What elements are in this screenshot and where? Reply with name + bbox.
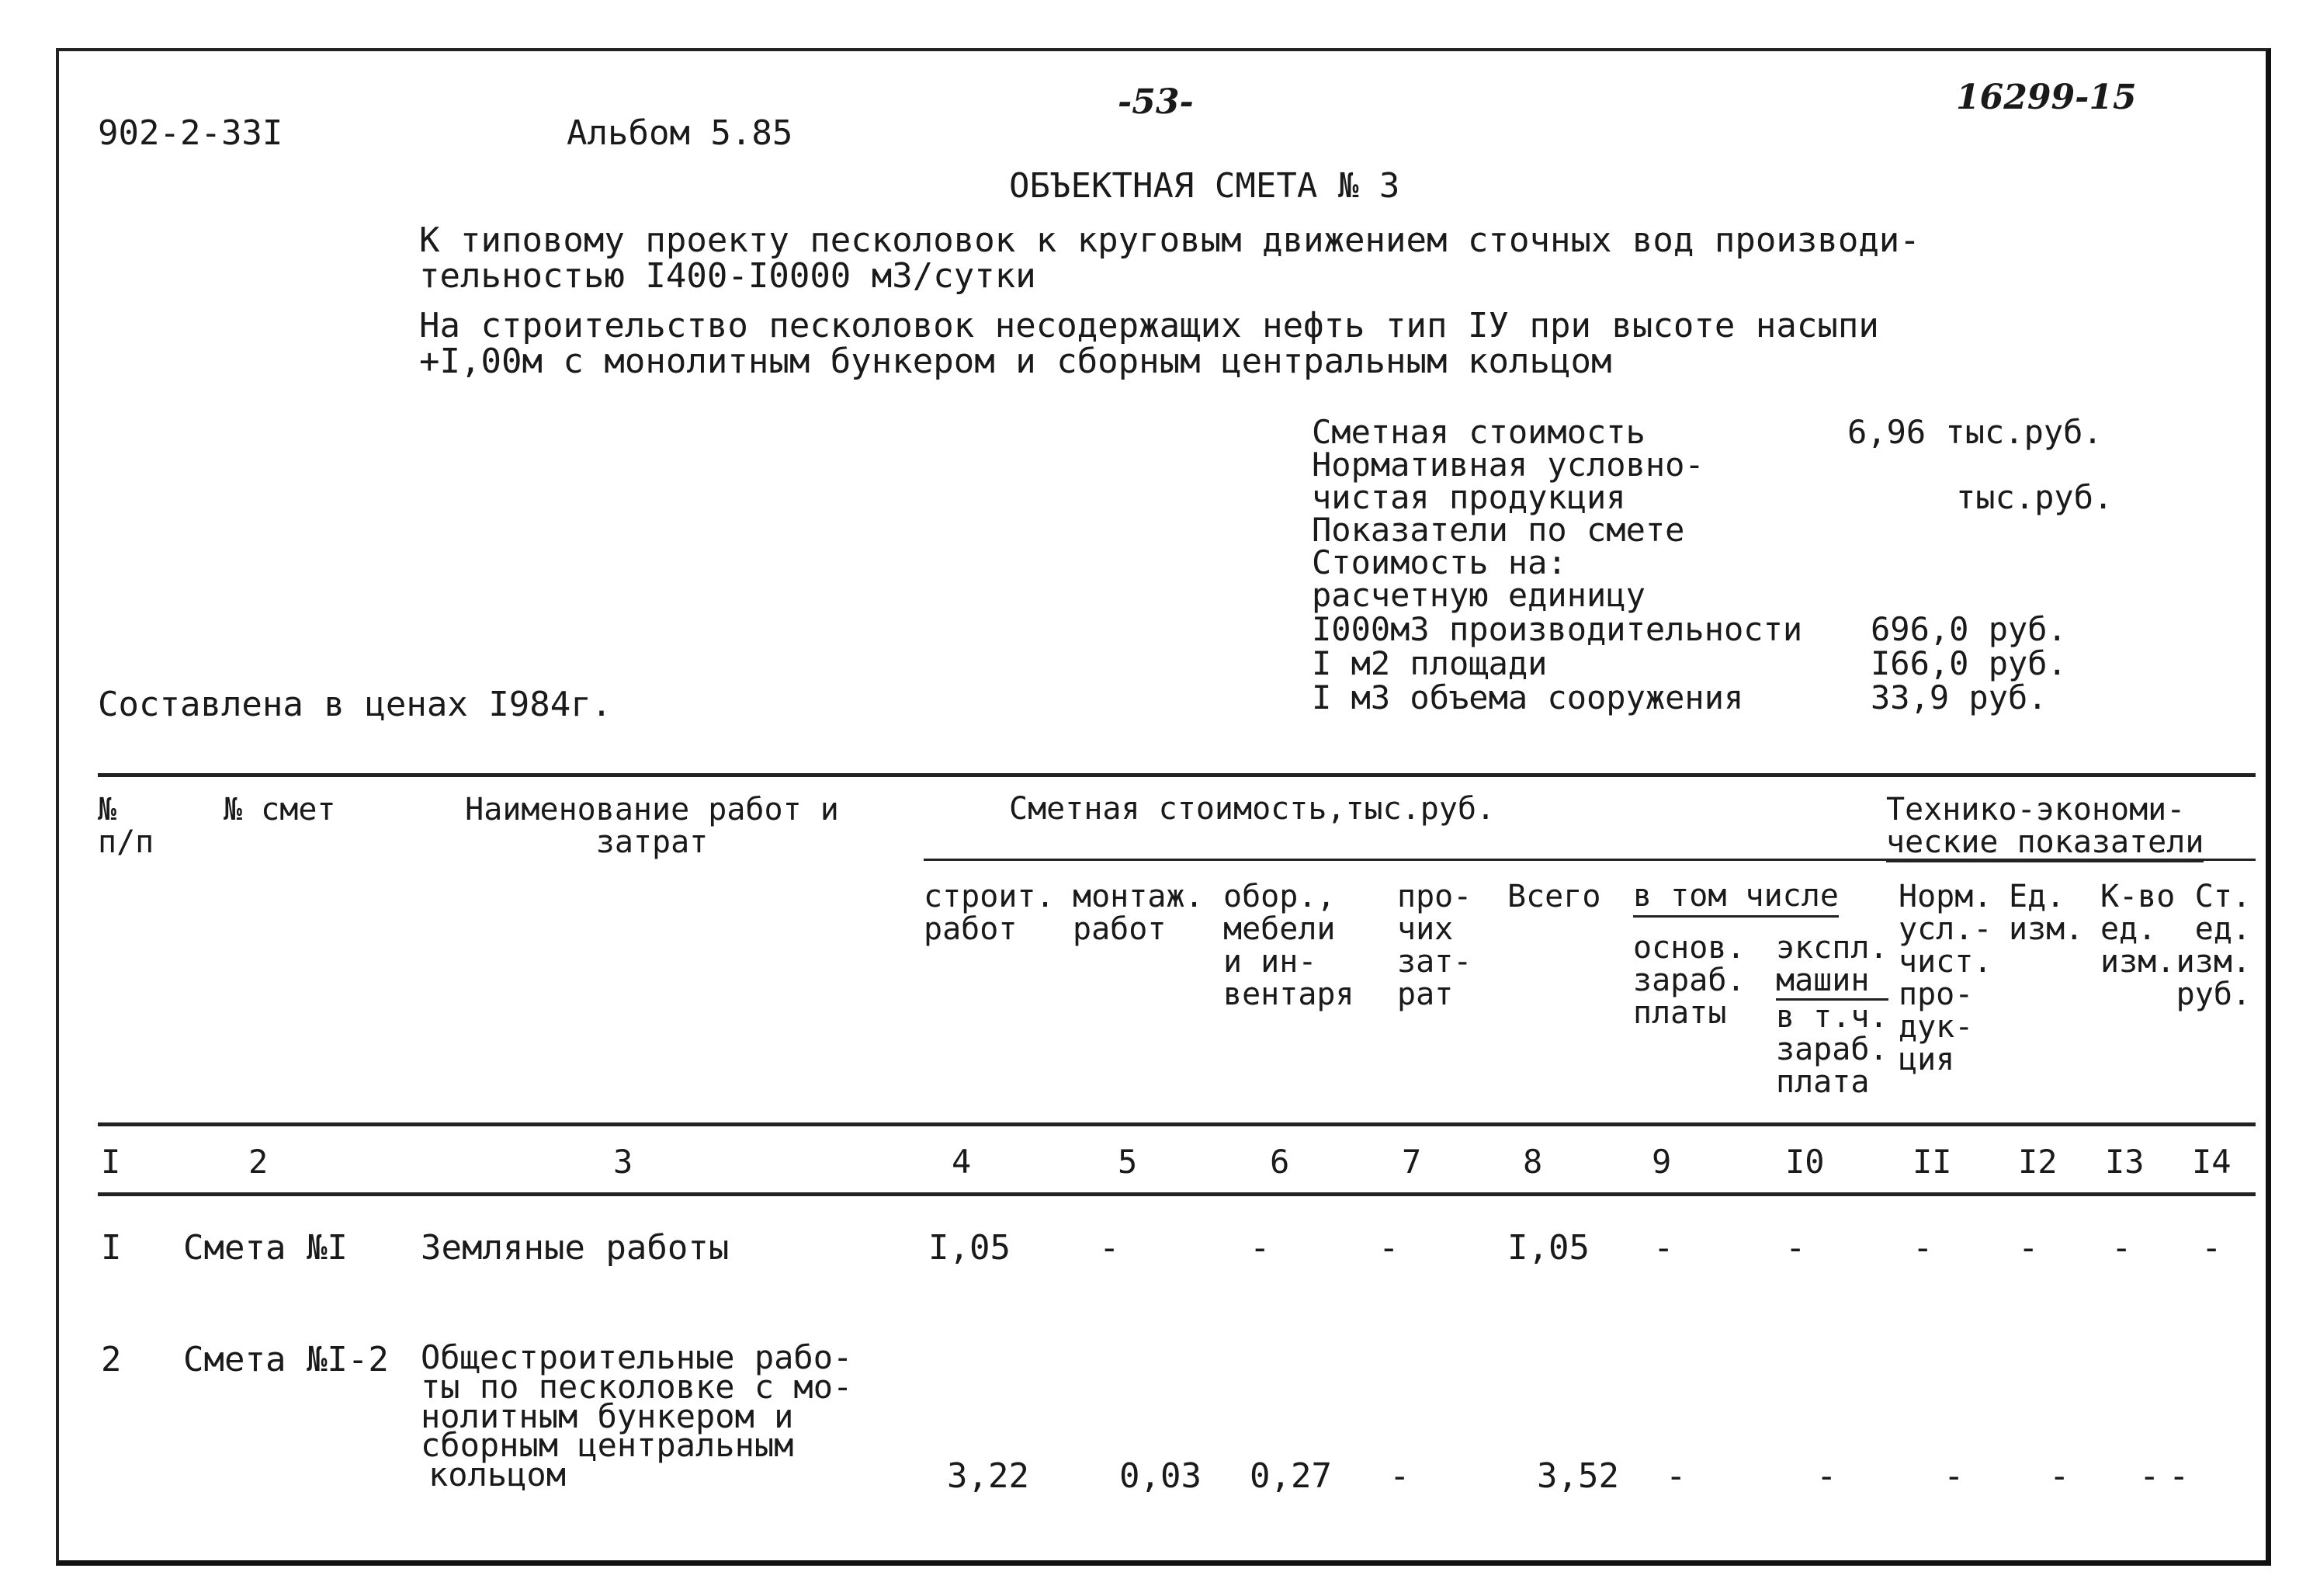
summary-label-0: Сметная стоимость <box>1312 413 1646 451</box>
header-col-8: Всего <box>1507 879 1601 914</box>
row-2-c8: 3,52 <box>1537 1456 1619 1496</box>
row-1-c5: - <box>1099 1228 1120 1268</box>
summary-value-8: 33,9 руб. <box>1871 678 2048 716</box>
col-number-12: I2 <box>2018 1143 2058 1181</box>
col-number-4: 4 <box>952 1143 972 1181</box>
summary-label-3: Показатели по смете <box>1312 511 1685 549</box>
header-tech-group: Технико-экономи- ческие показатели <box>1886 793 2204 862</box>
row-1-c7: - <box>1378 1228 1399 1268</box>
col-number-9: 9 <box>1652 1143 1672 1181</box>
summary-value-7: I66,0 руб. <box>1871 644 2067 682</box>
header-col-4: строит. работ <box>924 879 1055 947</box>
row-2-c9: - <box>1666 1456 1687 1496</box>
row-2-c7: - <box>1389 1456 1410 1496</box>
summary-label-4: Стоимость на: <box>1312 543 1567 581</box>
col-number-7: 7 <box>1402 1143 1422 1181</box>
header-col-7: про- чих зат- рат <box>1397 879 1472 1012</box>
summary-label-2: чистая продукция <box>1312 478 1626 516</box>
row-1-c11: - <box>1913 1228 1933 1268</box>
col-number-11: II <box>1913 1143 1952 1181</box>
album-label: Альбом 5.85 <box>567 113 793 153</box>
row-2-c13: - <box>2139 1456 2160 1496</box>
row-1-c13: - <box>2111 1228 2132 1268</box>
header-col-11: Норм. усл.- чист. про- дук- ция <box>1899 879 1992 1077</box>
page-number: -53- <box>1118 82 1194 122</box>
row-2-c12: - <box>2049 1456 2070 1496</box>
doc-number: 16299-15 <box>1956 78 2137 117</box>
row-1-c9: - <box>1653 1228 1674 1268</box>
header-col-smeta: № смет <box>224 792 336 827</box>
row-1-num: I <box>101 1228 122 1268</box>
col-number-6: 6 <box>1270 1143 1290 1181</box>
row-2-c6: 0,27 <box>1250 1456 1332 1496</box>
col-number-13: I3 <box>2105 1143 2145 1181</box>
subtitle-line-2: тельностью I400-I0000 м3/сутки <box>419 256 1036 296</box>
summary-value-0: 6,96 тыс.руб. <box>1847 413 2103 451</box>
header-bottom-rule <box>98 1122 2256 1126</box>
row-2-num: 2 <box>101 1340 122 1379</box>
summary-label-5: расчетную единицу <box>1312 576 1646 614</box>
row-1-c14: - <box>2201 1228 2222 1268</box>
col-number-1: I <box>101 1143 121 1181</box>
subtitle-line-3: На строительство песколовок несодержащих нефть тип IУ при высоте насыпи <box>419 306 1879 345</box>
row-1-c12: - <box>2018 1228 2039 1268</box>
col-number-2: 2 <box>248 1143 269 1181</box>
row-2-smeta: Смета №I-2 <box>183 1340 389 1379</box>
summary-label-7: I м2 площади <box>1312 644 1548 682</box>
subtitle-line-4: +I,00м с монолитным бункером и сборным центральным кольцом <box>419 342 1612 381</box>
document-title: ОБЪЕКТНАЯ СМЕТА № 3 <box>1009 166 1400 206</box>
header-col-5: монтаж. работ <box>1073 879 1204 947</box>
row-2-name: Общестроительные рабо- ты по песколовке с мо- нолитным бункером и сборным центральным кольцом <box>421 1338 853 1494</box>
col-number-8: 8 <box>1523 1143 1543 1181</box>
row-1-c10: - <box>1785 1228 1806 1268</box>
row-1-name: Земляные работы <box>421 1228 730 1268</box>
table-top-rule <box>98 773 2256 777</box>
header-incl: в том числе <box>1633 880 1839 911</box>
header-col-6: обор., мебели и ин- вентаря <box>1223 879 1354 1012</box>
row-1-c6: - <box>1250 1228 1271 1268</box>
prices-note: Составлена в ценах I984г. <box>98 685 612 724</box>
header-col-12: Ед. изм. <box>2009 879 2084 947</box>
col-number-5: 5 <box>1118 1143 1138 1181</box>
column-numbers-rule <box>98 1192 2256 1196</box>
summary-label-1: Нормативная условно- <box>1312 446 1704 484</box>
col-number-10: I0 <box>1785 1143 1825 1181</box>
project-code: 902-2-33I <box>98 113 283 153</box>
summary-label-6: I000м3 производительности <box>1312 610 1803 648</box>
header-col-9: основ. зараб. платы <box>1633 930 1746 1031</box>
header-col-13: К-во ед. изм. <box>2100 879 2176 980</box>
header-col-10: экспл. машин в т.ч. зараб. плата <box>1776 930 1888 1100</box>
header-cost-group: Сметная стоимость,тыс.руб. <box>1009 791 1496 827</box>
col-number-3: 3 <box>613 1143 633 1181</box>
row-2-c11: - <box>1944 1456 1965 1496</box>
subtitle-line-1: К типовому проекту песколовок к круговым движением сточных вод производи- <box>419 220 1920 260</box>
row-2-c5: 0,03 <box>1119 1456 1202 1496</box>
row-2-c4: 3,22 <box>947 1456 1029 1496</box>
header-col-14: Ст. ед. изм. руб. <box>2176 879 2251 1012</box>
header-col-num: № п/п <box>98 792 154 860</box>
col-number-14: I4 <box>2192 1143 2232 1181</box>
summary-value-6: 696,0 руб. <box>1871 610 2067 648</box>
summary-value-2: тыс.руб. <box>1956 478 2114 516</box>
row-1-c8: I,05 <box>1507 1228 1590 1268</box>
header-col-name: Наименование работ и затрат <box>465 792 839 860</box>
summary-label-8: I м3 объема сооружения <box>1312 678 1744 716</box>
row-1-c4: I,05 <box>928 1228 1011 1268</box>
row-2-c14: - <box>2169 1456 2190 1496</box>
row-1-smeta: Смета №I <box>183 1228 348 1268</box>
row-2-c10: - <box>1816 1456 1837 1496</box>
